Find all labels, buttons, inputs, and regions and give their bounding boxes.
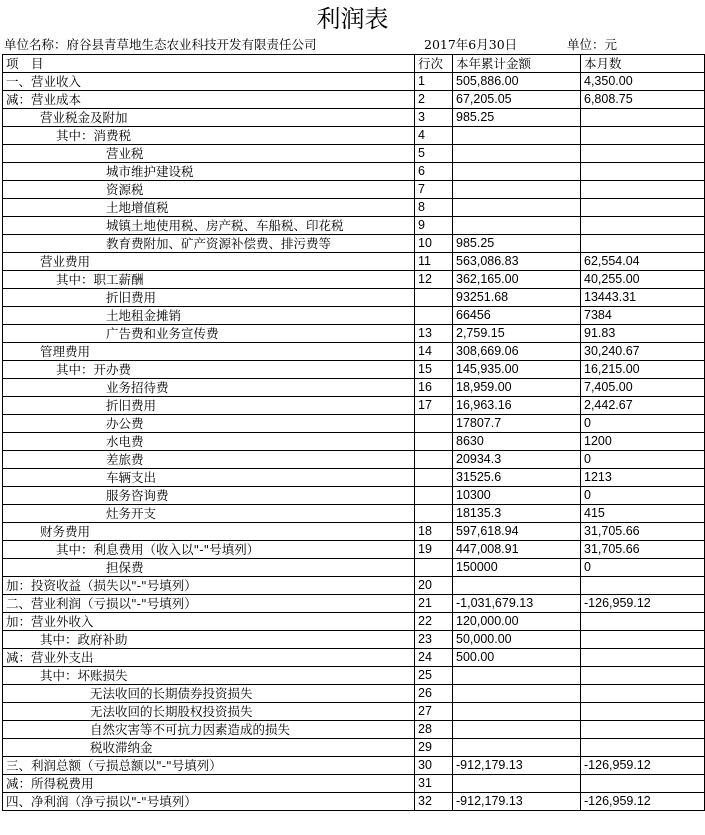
row-label: 其中：职工薪酬 <box>3 271 415 289</box>
row-month-amount <box>581 739 705 757</box>
row-ytd-amount <box>453 739 581 757</box>
row-line-number: 4 <box>415 127 453 145</box>
table-row <box>3 559 705 577</box>
row-ytd-amount: 563,086.83 <box>453 253 581 271</box>
row-line-number: 16 <box>415 379 453 397</box>
row-ytd-amount <box>453 163 581 181</box>
row-ytd-amount: -912,179.13 <box>453 757 581 775</box>
table-row <box>3 325 705 343</box>
row-label: 减：营业外支出 <box>3 649 415 667</box>
row-line-number <box>415 433 453 451</box>
table-row <box>3 667 705 685</box>
table-row <box>3 109 705 127</box>
row-month-amount: 6,808.75 <box>581 91 705 109</box>
row-month-amount: 30,240.67 <box>581 343 705 361</box>
row-line-number: 2 <box>415 91 453 109</box>
row-month-amount: -126,959.12 <box>581 793 705 811</box>
row-month-amount: 7384 <box>581 307 705 325</box>
row-line-number: 22 <box>415 613 453 631</box>
row-month-amount: 31,705.66 <box>581 523 705 541</box>
row-month-amount: 62,554.04 <box>581 253 705 271</box>
row-ytd-amount: 500.00 <box>453 649 581 667</box>
row-line-number <box>415 307 453 325</box>
row-month-amount <box>581 703 705 721</box>
row-ytd-amount: 18135.3 <box>453 505 581 523</box>
table-row <box>3 73 705 91</box>
row-line-number: 12 <box>415 271 453 289</box>
row-month-amount <box>581 631 705 649</box>
row-line-number: 29 <box>415 739 453 757</box>
column-header-ytd: 本年累计金额 <box>453 55 581 73</box>
row-line-number: 28 <box>415 721 453 739</box>
row-month-amount: 7,405.00 <box>581 379 705 397</box>
row-label: 业务招待费 <box>3 379 415 397</box>
row-ytd-amount: 985.25 <box>453 235 581 253</box>
income-statement-table <box>2 54 705 811</box>
row-ytd-amount: 308,669.06 <box>453 343 581 361</box>
row-label: 资源税 <box>3 181 415 199</box>
row-label: 担保费 <box>3 559 415 577</box>
row-label: 财务费用 <box>3 523 415 541</box>
row-line-number: 1 <box>415 73 453 91</box>
row-month-amount: 0 <box>581 487 705 505</box>
row-line-number: 13 <box>415 325 453 343</box>
row-label: 营业费用 <box>3 253 415 271</box>
column-header-month: 本月数 <box>581 55 705 73</box>
row-line-number: 15 <box>415 361 453 379</box>
table-header-row <box>3 55 705 73</box>
row-label: 税收滞纳金 <box>3 739 415 757</box>
row-label: 加：投资收益（损失以"-"号填列） <box>3 577 415 595</box>
table-row <box>3 145 705 163</box>
table-row <box>3 793 705 811</box>
table-row <box>3 181 705 199</box>
table-row <box>3 235 705 253</box>
company-name: 单位名称：府谷县青草地生态农业科技开发有限责任公司 <box>4 37 317 52</box>
column-header-line: 行次 <box>415 55 453 73</box>
row-month-amount <box>581 667 705 685</box>
table-row <box>3 343 705 361</box>
row-month-amount <box>581 685 705 703</box>
table-row <box>3 739 705 757</box>
row-label: 城市维护建设税 <box>3 163 415 181</box>
row-month-amount <box>581 613 705 631</box>
table-row <box>3 451 705 469</box>
row-label: 差旅费 <box>3 451 415 469</box>
row-ytd-amount: 31525.6 <box>453 469 581 487</box>
table-row <box>3 649 705 667</box>
row-line-number: 26 <box>415 685 453 703</box>
table-row <box>3 631 705 649</box>
row-label: 营业税金及附加 <box>3 109 415 127</box>
row-label: 自然灾害等不可抗力因素造成的损失 <box>3 721 415 739</box>
row-line-number: 8 <box>415 199 453 217</box>
row-month-amount: 2,442.67 <box>581 397 705 415</box>
row-month-amount: 0 <box>581 415 705 433</box>
row-line-number: 24 <box>415 649 453 667</box>
row-month-amount <box>581 145 705 163</box>
row-ytd-amount: -912,179.13 <box>453 793 581 811</box>
row-label: 其中：消费税 <box>3 127 415 145</box>
table-row <box>3 775 705 793</box>
page-title: 利润表 <box>316 5 389 33</box>
row-ytd-amount: 145,935.00 <box>453 361 581 379</box>
row-ytd-amount <box>453 181 581 199</box>
row-label: 营业税 <box>3 145 415 163</box>
row-ytd-amount: 2,759.15 <box>453 325 581 343</box>
row-month-amount: -126,959.12 <box>581 757 705 775</box>
row-line-number: 14 <box>415 343 453 361</box>
row-month-amount: 0 <box>581 559 705 577</box>
row-label: 管理费用 <box>3 343 415 361</box>
row-month-amount: 1213 <box>581 469 705 487</box>
row-ytd-amount: 447,008.91 <box>453 541 581 559</box>
row-month-amount: 4,350.00 <box>581 73 705 91</box>
row-line-number: 32 <box>415 793 453 811</box>
row-line-number: 3 <box>415 109 453 127</box>
row-month-amount <box>581 163 705 181</box>
row-label: 其中：坏账损失 <box>3 667 415 685</box>
row-line-number: 9 <box>415 217 453 235</box>
table-row <box>3 397 705 415</box>
row-month-amount: 415 <box>581 505 705 523</box>
row-ytd-amount: 16,963.16 <box>453 397 581 415</box>
row-ytd-amount <box>453 199 581 217</box>
table-row <box>3 541 705 559</box>
row-month-amount <box>581 199 705 217</box>
row-month-amount <box>581 775 705 793</box>
row-month-amount <box>581 649 705 667</box>
row-ytd-amount <box>453 721 581 739</box>
row-label: 减：营业成本 <box>3 91 415 109</box>
row-ytd-amount: 17807.7 <box>453 415 581 433</box>
row-ytd-amount: 362,165.00 <box>453 271 581 289</box>
row-ytd-amount <box>453 775 581 793</box>
row-ytd-amount <box>453 577 581 595</box>
row-line-number: 19 <box>415 541 453 559</box>
row-ytd-amount <box>453 667 581 685</box>
table-row <box>3 433 705 451</box>
row-ytd-amount: 93251.68 <box>453 289 581 307</box>
table-row <box>3 505 705 523</box>
row-ytd-amount: 985.25 <box>453 109 581 127</box>
row-ytd-amount <box>453 685 581 703</box>
table-row <box>3 361 705 379</box>
row-label: 办公费 <box>3 415 415 433</box>
row-line-number: 20 <box>415 577 453 595</box>
row-ytd-amount: 18,959.00 <box>453 379 581 397</box>
table-row <box>3 163 705 181</box>
row-label: 灶务开支 <box>3 505 415 523</box>
row-ytd-amount <box>453 703 581 721</box>
row-month-amount: 0 <box>581 451 705 469</box>
table-row <box>3 307 705 325</box>
table-row <box>3 271 705 289</box>
row-label: 无法收回的长期债券投资损失 <box>3 685 415 703</box>
row-line-number: 31 <box>415 775 453 793</box>
row-month-amount <box>581 577 705 595</box>
row-ytd-amount: 597,618.94 <box>453 523 581 541</box>
row-month-amount: 13443.31 <box>581 289 705 307</box>
row-label: 减：所得税费用 <box>3 775 415 793</box>
row-label: 教育费附加、矿产资源补偿费、排污费等 <box>3 235 415 253</box>
row-line-number <box>415 415 453 433</box>
row-label: 一、营业收入 <box>3 73 415 91</box>
row-label: 服务咨询费 <box>3 487 415 505</box>
row-ytd-amount: 505,886.00 <box>453 73 581 91</box>
row-line-number <box>415 559 453 577</box>
row-ytd-amount <box>453 217 581 235</box>
row-ytd-amount: 8630 <box>453 433 581 451</box>
row-label: 无法收回的长期股权投资损失 <box>3 703 415 721</box>
row-label: 其中：利息费用（收入以"-"号填列） <box>3 541 415 559</box>
row-label: 其中：开办费 <box>3 361 415 379</box>
table-row <box>3 613 705 631</box>
row-label: 折旧费用 <box>3 397 415 415</box>
row-line-number: 23 <box>415 631 453 649</box>
row-month-amount <box>581 721 705 739</box>
row-line-number: 10 <box>415 235 453 253</box>
table-row <box>3 487 705 505</box>
row-line-number: 18 <box>415 523 453 541</box>
report-date: 2017年6月30日 <box>424 37 518 52</box>
row-label: 其中：政府补助 <box>3 631 415 649</box>
row-ytd-amount: 10300 <box>453 487 581 505</box>
column-header-item: 项 目 <box>3 55 415 73</box>
row-month-amount: -126,959.12 <box>581 595 705 613</box>
row-month-amount <box>581 109 705 127</box>
row-label: 土地租金摊销 <box>3 307 415 325</box>
table-row <box>3 379 705 397</box>
row-label: 车辆支出 <box>3 469 415 487</box>
table-row <box>3 523 705 541</box>
row-line-number: 25 <box>415 667 453 685</box>
table-row <box>3 289 705 307</box>
row-month-amount <box>581 217 705 235</box>
row-line-number: 5 <box>415 145 453 163</box>
row-label: 水电费 <box>3 433 415 451</box>
row-label: 加：营业外收入 <box>3 613 415 631</box>
table-row <box>3 595 705 613</box>
row-label: 三、利润总额（亏损总额以"-"号填列） <box>3 757 415 775</box>
row-label: 折旧费用 <box>3 289 415 307</box>
row-line-number <box>415 289 453 307</box>
row-ytd-amount: -1,031,679.13 <box>453 595 581 613</box>
table-row <box>3 577 705 595</box>
row-line-number: 30 <box>415 757 453 775</box>
row-month-amount: 40,255.00 <box>581 271 705 289</box>
row-ytd-amount: 150000 <box>453 559 581 577</box>
row-month-amount <box>581 181 705 199</box>
table-row <box>3 199 705 217</box>
row-ytd-amount: 50,000.00 <box>453 631 581 649</box>
row-label: 二、营业利润（亏损以"-"号填列） <box>3 595 415 613</box>
row-line-number <box>415 451 453 469</box>
row-line-number: 27 <box>415 703 453 721</box>
row-label: 四、净利润（净亏损以"-"号填列） <box>3 793 415 811</box>
row-month-amount: 91.83 <box>581 325 705 343</box>
table-row <box>3 469 705 487</box>
row-ytd-amount <box>453 127 581 145</box>
row-line-number: 17 <box>415 397 453 415</box>
table-row <box>3 91 705 109</box>
row-line-number: 6 <box>415 163 453 181</box>
row-line-number <box>415 469 453 487</box>
row-month-amount: 31,705.66 <box>581 541 705 559</box>
row-ytd-amount: 67,205.05 <box>453 91 581 109</box>
row-line-number <box>415 487 453 505</box>
row-month-amount <box>581 235 705 253</box>
row-line-number <box>415 505 453 523</box>
currency-unit: 单位：元 <box>567 37 618 52</box>
table-row <box>3 703 705 721</box>
row-label: 广告费和业务宣传费 <box>3 325 415 343</box>
row-ytd-amount <box>453 145 581 163</box>
row-ytd-amount: 66456 <box>453 307 581 325</box>
table-row <box>3 415 705 433</box>
table-row <box>3 127 705 145</box>
table-row <box>3 253 705 271</box>
row-line-number: 11 <box>415 253 453 271</box>
table-row <box>3 721 705 739</box>
table-row <box>3 217 705 235</box>
row-line-number: 7 <box>415 181 453 199</box>
row-month-amount: 1200 <box>581 433 705 451</box>
row-month-amount: 16,215.00 <box>581 361 705 379</box>
table-row <box>3 757 705 775</box>
table-row <box>3 685 705 703</box>
row-label: 城镇土地使用税、房产税、车船税、印花税 <box>3 217 415 235</box>
row-label: 土地增值税 <box>3 199 415 217</box>
row-line-number: 21 <box>415 595 453 613</box>
row-month-amount <box>581 127 705 145</box>
row-ytd-amount: 120,000.00 <box>453 613 581 631</box>
row-ytd-amount: 20934.3 <box>453 451 581 469</box>
